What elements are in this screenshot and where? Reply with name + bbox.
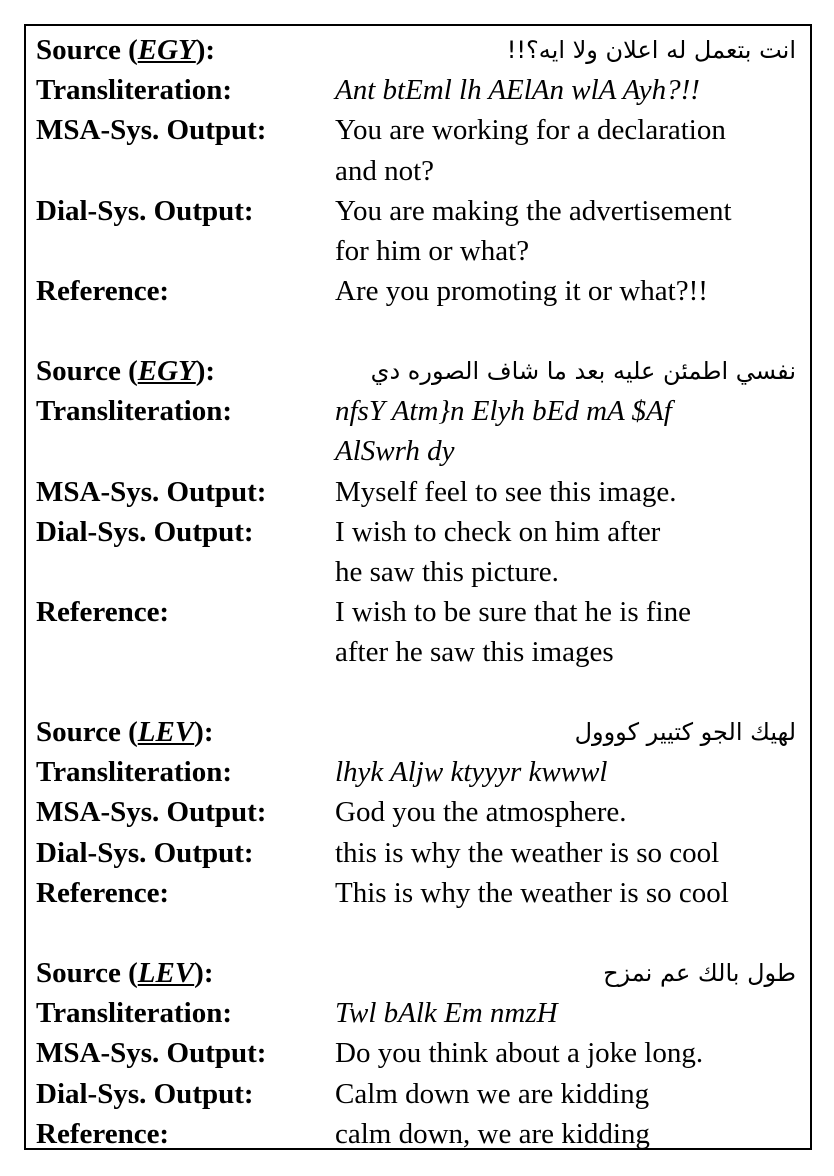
source-label-suffix: ): [194,957,214,989]
source-text: نفسي اطمئن عليه بعد ما شاف الصوره دي [370,357,796,385]
transliteration-text: nfsY Atm}n Elyh bEd mA $Af AlSwrh dy [335,395,672,468]
dial-output-row [36,512,806,592]
reference-label: Reference: [36,876,170,909]
transliteration-text: Ant btEml lh AElAn wlA Ayh?!! [335,74,700,107]
example-block [36,953,806,1154]
transliteration-text: lhyk Aljw ktyyyr kwwwl [335,756,608,789]
source-label-suffix: ): [194,716,214,748]
example-block [36,351,806,673]
msa-output-row [36,792,806,832]
source-label-prefix: Source ( [36,716,138,748]
source-label-prefix: Source ( [36,957,138,989]
reference-row [36,592,806,672]
reference-label: Reference: [36,596,170,629]
source-text: طول بالك عم نمزح [603,959,796,987]
msa-output-label: MSA-Sys. Output: [36,1037,267,1070]
transliteration-label: Transliteration: [36,756,232,789]
source-label-prefix: Source ( [36,34,138,66]
dial-output-row [36,833,806,873]
reference-text: This is why the weather is so cool [335,876,729,909]
dial-output-text: I wish to check on him after he saw this picture. [335,515,661,588]
transliteration-row [36,993,806,1033]
transliteration-row [36,391,806,471]
dial-output-label: Dial-Sys. Output: [36,1077,254,1110]
transliteration-label: Transliteration: [36,74,232,107]
reference-label: Reference: [36,1117,170,1150]
source-label-suffix: ): [195,34,216,66]
dial-output-label: Dial-Sys. Output: [36,515,254,548]
reference-row [36,271,806,311]
dialect-tag: EGY [137,355,196,387]
dialect-tag: EGY [137,34,196,66]
source-row [36,30,806,70]
msa-output-text: Myself feel to see this image. [335,475,677,508]
transliteration-row [36,70,806,110]
dial-output-label: Dial-Sys. Output: [36,194,254,227]
transliteration-row [36,752,806,792]
reference-row [36,873,806,913]
msa-output-label: MSA-Sys. Output: [36,475,267,508]
dial-output-text: this is why the weather is so cool [335,836,720,869]
dialect-tag: LEV [137,957,195,989]
reference-text: calm down, we are kidding [335,1117,650,1150]
reference-text: I wish to be sure that he is fine after he saw this images [335,596,691,669]
dial-output-label: Dial-Sys. Output: [36,836,254,869]
msa-output-row [36,110,806,190]
msa-output-row [36,1033,806,1073]
source-row [36,712,806,752]
reference-row [36,1114,806,1154]
example-block [36,30,806,311]
reference-text: Are you promoting it or what?!! [335,275,708,308]
source-label-prefix: Source ( [36,355,138,387]
dial-output-text: Calm down we are kidding [335,1077,650,1110]
msa-output-label: MSA-Sys. Output: [36,114,267,147]
dial-output-text: You are making the advertisement for him or what? [335,194,732,267]
dial-output-row [36,191,806,271]
msa-output-text: You are working for a declaration and not? [335,114,726,187]
transliteration-label: Transliteration: [36,997,232,1030]
reference-label: Reference: [36,275,170,308]
example-block [36,712,806,913]
source-label-suffix: ): [195,355,216,387]
msa-output-text: God you the atmosphere. [335,796,627,829]
msa-output-label: MSA-Sys. Output: [36,796,267,829]
transliteration-text: Twl bAlk Em nmzH [335,997,558,1030]
source-row [36,953,806,993]
source-text: لهيك الجو كتيير كووول [574,718,796,746]
source-text: انت بتعمل له اعلان ولا ايه؟!! [506,36,796,64]
msa-output-row [36,472,806,512]
msa-output-text: Do you think about a joke long. [335,1037,704,1070]
source-row [36,351,806,391]
transliteration-label: Transliteration: [36,395,232,428]
dialect-tag: LEV [137,716,195,748]
dial-output-row [36,1074,806,1114]
